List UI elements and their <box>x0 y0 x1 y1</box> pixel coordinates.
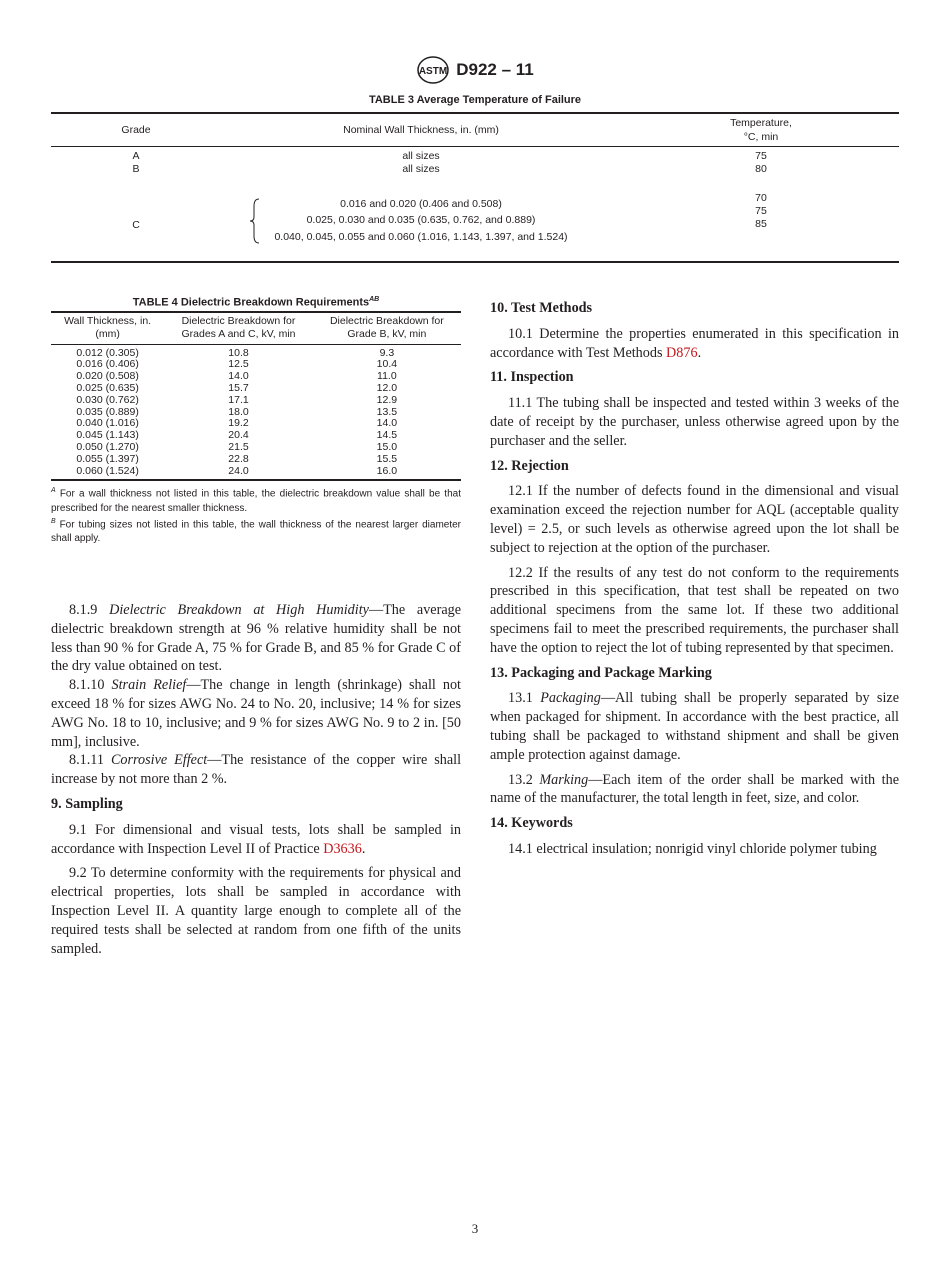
table-cell: 22.8 <box>228 452 249 465</box>
table4-header: Dielectric Breakdown for Grade B, kV, min <box>313 312 461 345</box>
table4 <box>51 296 461 546</box>
table3-cell: B <box>132 163 140 175</box>
table3-header-rule <box>51 146 899 147</box>
svg-text:ASTM: ASTM <box>419 66 448 77</box>
table-cell: 0.030 (0.762) <box>76 393 139 406</box>
table3-title: TABLE 3 Average Temperature of Failure <box>368 94 582 106</box>
table-cell: 14.5 <box>376 429 398 442</box>
table3-header-temp-unit: °C, min <box>743 131 779 143</box>
table-cell: 0.050 (1.270) <box>76 441 139 454</box>
section-heading-11: 11. Inspection <box>490 369 574 386</box>
table3-cell: 85 <box>755 218 767 230</box>
paragraph-9-1: 9.1 For dimensional and visual tests, lots shall be sampled in accordance with Inspection Level II of Practice D3636. <box>51 821 461 857</box>
table-cell: 10.8 <box>228 346 249 359</box>
table4-header: Dielectric Breakdown for Grades A and C, kV, min <box>164 312 313 345</box>
paragraph-8-1-11: 8.1.11 Corrosive Effect—The resistance of the copper wire shall increase by not more than 2 %. <box>51 752 462 788</box>
table-row <box>51 454 461 466</box>
table3-cell: all sizes <box>402 150 440 162</box>
left-column <box>51 601 461 964</box>
table3-header-thickness: Nominal Wall Thickness, in. (mm) <box>343 124 499 136</box>
table-cell: 0.012 (0.305) <box>76 346 139 359</box>
table3-cell: 70 <box>755 192 767 204</box>
section-heading-12: 12. Rejection <box>490 457 569 474</box>
section-heading-9: 9. Sampling <box>51 795 123 812</box>
table-row <box>51 344 461 359</box>
astm-logo-icon <box>416 55 450 85</box>
table-cell: 18.0 <box>228 405 249 418</box>
table-cell: 0.035 (0.889) <box>76 405 139 418</box>
section-heading-14: 14. Keywords <box>490 815 573 832</box>
table-row <box>51 395 461 407</box>
paragraph-11-1: 11.1 The tubing shall be inspected and tested within 3 weeks of the date of receipt by the purchaser, unless otherwise agreed upon by the purchaser and the seller. <box>490 395 899 449</box>
table-cell: 12.0 <box>376 382 398 395</box>
table3-top-rule <box>51 112 899 114</box>
table3-cell: 75 <box>755 205 767 217</box>
paragraph-13-1: 13.1 Packaging—All tubing shall be properly separated by size when packaged for shipment. In accordance with the best practice, all tubing shall be packaged to withstand shipment and shall be given ample protection against damage. <box>490 690 899 763</box>
table-row <box>51 466 461 481</box>
table3-cell: 0.025, 0.030 and 0.035 (0.635, 0.762, and 0.889) <box>306 214 536 226</box>
table-cell: 0.025 (0.635) <box>76 382 139 395</box>
table3-cell: A <box>132 150 140 162</box>
table-cell: 21.5 <box>228 441 249 454</box>
table-cell: 14.0 <box>376 417 398 430</box>
table3-header-grade: Grade <box>121 124 151 136</box>
paragraph-8-1-9: 8.1.9 Dielectric Breakdown at High Humidity—The average dielectric breakdown strength at 96 % relative humidity shall be not less than 90 % for Grade A, 75 % for Grade B, and 85 % for Grade C of the dry value obtained on test. <box>51 602 462 675</box>
paragraph-14-1: 14.1 electrical insulation; nonrigid vinyl chloride polymer tubing <box>508 840 877 857</box>
table-cell: 0.040 (1.016) <box>76 417 139 430</box>
footnote-a: $^A$ For a wall thickness not listed in this table, the dielectric breakdown value shall be that prescribed for the nearest smaller thickness. <box>51 487 461 514</box>
table-cell: 24.0 <box>164 466 313 481</box>
paragraph-12-2: 12.2 If the results of any test do not conform to the requirements prescribed in this specification, that test shall be repeated on two additional specimens from the same lot. If these two additional specimens fail to meet the prescribed requirements, the purchaser shall have the option to reject the lot of tubing represented by that specimen. <box>490 564 899 656</box>
table3-cell: all sizes <box>402 163 440 175</box>
table-cell: 13.5 <box>376 405 398 418</box>
section-heading-10: 10. Test Methods <box>490 300 593 316</box>
table-cell: 20.4 <box>228 429 249 442</box>
table-cell: 15.5 <box>376 452 398 465</box>
table3-cell: C <box>132 219 140 231</box>
table3-cell: 0.040, 0.045, 0.055 and 0.060 (1.016, 1.143, 1.397, and 1.524) <box>274 231 568 243</box>
table-cell: 12.5 <box>228 358 249 371</box>
table4-title: TABLE 4 Dielectric Breakdown Requirements$^{AB}$ <box>132 296 380 309</box>
table-cell: 11.0 <box>377 370 397 383</box>
table-cell: 16.0 <box>313 466 461 481</box>
table-cell: 15.0 <box>376 441 398 454</box>
table-cell: 12.9 <box>376 393 398 406</box>
page-header <box>0 55 950 85</box>
table3-cell: 0.016 and 0.020 (0.406 and 0.508) <box>340 198 502 210</box>
link-d876[interactable]: D876 <box>666 344 698 361</box>
table3-header-temp: Temperature, <box>730 117 792 129</box>
paragraph-13-2: 13.2 Marking—Each item of the order shall be marked with the name of the manufacturer, the total length in feet, size, and color. <box>490 771 899 807</box>
table-cell: 17.1 <box>228 393 249 406</box>
table4-footnotes <box>51 484 461 546</box>
right-column <box>490 295 899 865</box>
table-cell: 15.7 <box>228 382 249 395</box>
table-cell: 0.060 (1.524) <box>51 466 164 481</box>
paragraph-9-2: 9.2 To determine conformity with the requirements for physical and electrical properties, lots shall be sampled in accordance with Inspection Level II. A quantity large enough to complete all of the required tests shall be selected at random from one fifth of the units sampled. <box>51 865 461 957</box>
paragraph-10-1: 10.1 Determine the properties enumerated in this specification in accordance with Test Methods D876. <box>490 325 899 361</box>
footnote-b: $^B$ For tubing sizes not listed in this table, the wall thickness of the nearest larger diameter shall apply. <box>51 518 462 545</box>
table3-cell: 80 <box>755 163 767 175</box>
section-heading-13: 13. Packaging and Package Marking <box>490 664 712 681</box>
table-cell: 0.055 (1.397) <box>76 452 139 465</box>
table-cell: 0.020 (0.508) <box>76 370 139 383</box>
table-cell: 0.016 (0.406) <box>76 358 139 371</box>
table-cell: 19.2 <box>228 417 249 430</box>
table4-header: Wall Thickness, in. (mm) <box>51 312 164 345</box>
table3-bottom-rule <box>51 261 899 263</box>
table-cell: 10.4 <box>376 358 398 371</box>
link-d3636[interactable]: D3636 <box>323 840 362 857</box>
table-cell: 14.0 <box>228 370 249 383</box>
document-id: D922 – 11 <box>456 60 534 79</box>
paragraph-12-1: 12.1 If the number of defects found in the dimensional and visual examination exceed the rejection number for AQL (acceptable quality level) = 2.5, or such levels as otherwise agreed upon the lot shall be subject to rejection at the option of the purchaser. <box>490 483 899 556</box>
table-cell: 0.045 (1.143) <box>76 429 139 442</box>
paragraph-8-1-10: 8.1.10 Strain Relief—The change in length (shrinkage) shall not exceed 18 % for sizes AWG No. 24 to No. 20, inclusive; 14 % for sizes AWG No. 18 to 10, inclusive; and 9 % for sizes AWG No. 9 to 2 in. [50 mm], inclusive. <box>51 677 461 750</box>
table3-cell: 75 <box>755 150 767 162</box>
table-cell: 9.3 <box>379 346 395 359</box>
page-number: 3 <box>471 1221 479 1236</box>
